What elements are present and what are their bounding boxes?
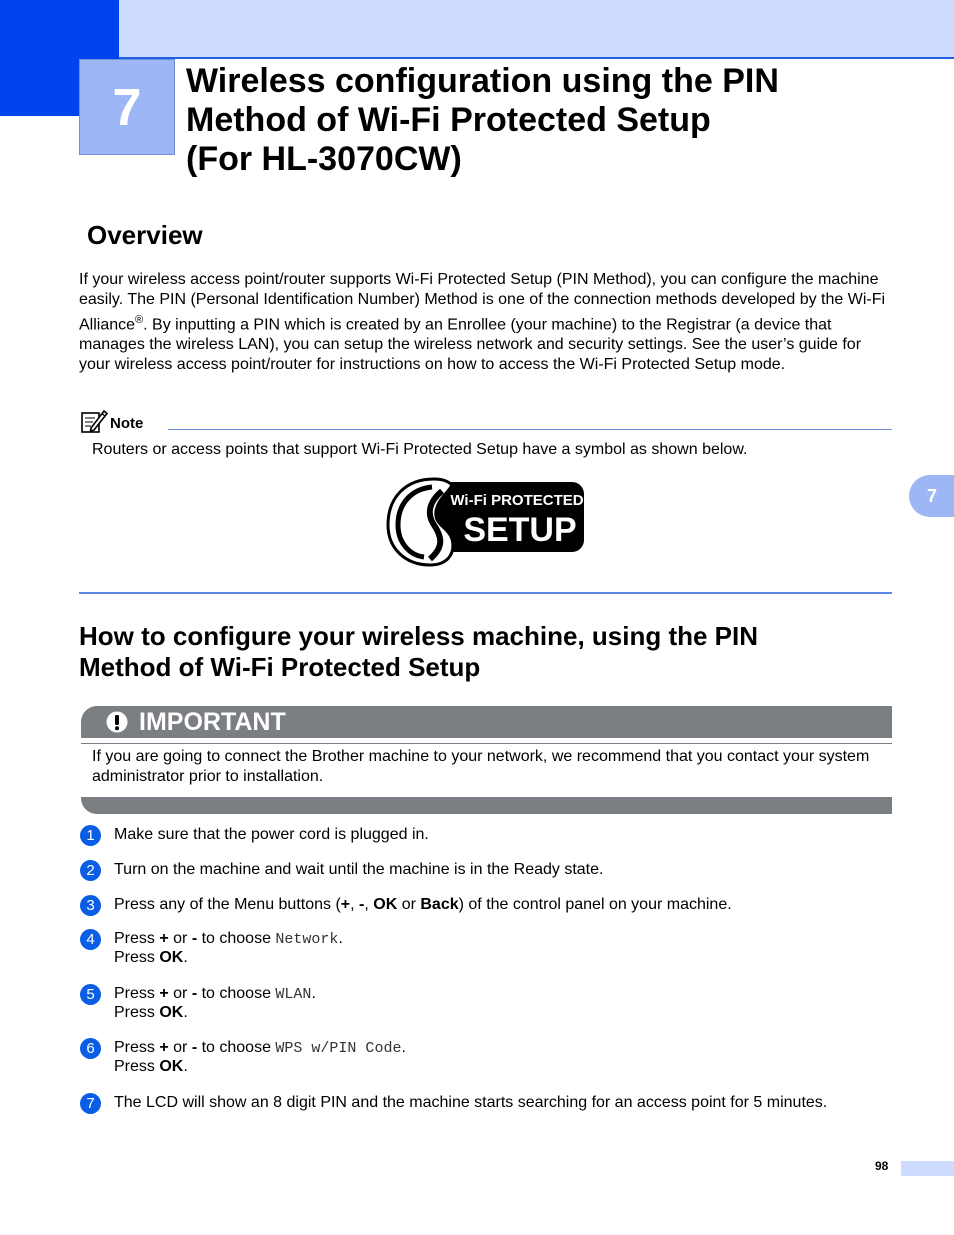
step-fragment: to choose (197, 985, 276, 1002)
lcd-menu-item: Network (275, 931, 339, 948)
ok-button-ref: OK (159, 949, 184, 966)
step-fragment: . (338, 930, 343, 947)
important-text: If you are going to connect the Brother machine to your network, we recommend that you contact your system administrator prior to installation. (92, 748, 870, 785)
step-fragment: Press (114, 930, 160, 947)
header-band (0, 0, 954, 58)
step-text (114, 985, 894, 1022)
step-fragment: or (397, 896, 421, 913)
ok-button-ref: OK (159, 1058, 184, 1075)
overview-heading: Overview (87, 220, 203, 250)
chapter-title-line: Wireless configuration using the PIN (186, 62, 779, 100)
minus-button-ref: - (191, 930, 198, 947)
step-fragment: Press (114, 985, 160, 1002)
overview-text: If your wireless access point/router supports Wi-Fi Protected Setup (PIN Method), you can configure the machine easily. The PIN (Personal Identification Number) Method is one of the connection methods developed by the Wi-Fi Alliance (79, 271, 886, 334)
section-rule (79, 592, 892, 594)
logo-line1: Wi-Fi PROTECTED (450, 492, 584, 509)
step-fragment: , (364, 896, 374, 913)
step-fragment: or (168, 985, 192, 1002)
important-label: IMPORTANT (139, 708, 286, 736)
step-fragment: to choose (197, 930, 276, 947)
step-text: Make sure that the power cord is plugged in. (114, 826, 429, 843)
header-rule (119, 57, 954, 59)
step-text: The LCD will show an 8 digit PIN and the machine starts searching for an access point for 5 minutes. (114, 1094, 828, 1111)
note-text: Routers or access points that support Wi-Fi Protected Setup have a symbol as shown below. (92, 441, 748, 458)
lcd-menu-item: WLAN (275, 986, 312, 1003)
plus-button-ref: + (159, 985, 169, 1002)
step-fragment: or (168, 930, 192, 947)
plus-button-ref: + (159, 930, 169, 947)
chapter-title-line: Method of Wi-Fi Protected Setup (186, 101, 711, 139)
wifi-protected-setup-logo (386, 475, 586, 567)
overview-text: . By inputting a PIN which is created by an Enrollee (your machine) to the Registrar (a device that manages the wireless LAN), you can setup the wireless network and security settings. See the user’s guide for your wireless access point/router for instructions on how to access the Wi-Fi Protected Setup mode. (79, 316, 862, 374)
step-number: 2 (80, 860, 101, 881)
overview-paragraph (79, 270, 894, 375)
step-number: 5 (80, 984, 101, 1005)
step-fragment: . (311, 985, 316, 1002)
step-fragment: . (183, 949, 188, 966)
step-fragment: ) of the control panel on your machine. (458, 896, 732, 913)
chapter-title (186, 62, 886, 179)
step-line (114, 949, 894, 967)
ok-button-ref: OK (159, 1004, 184, 1021)
step-fragment: Press (114, 1004, 160, 1021)
step-text (114, 1039, 894, 1076)
step-fragment: Press (114, 1039, 160, 1056)
step-fragment: Press any of the Menu buttons ( (114, 896, 341, 913)
howto-heading-line: Method of Wi-Fi Protected Setup (79, 652, 481, 682)
note-pencil-icon (80, 408, 108, 434)
note-rule (168, 429, 892, 430)
lcd-menu-item: WPS w/PIN Code (275, 1040, 402, 1057)
step-number: 1 (80, 825, 101, 846)
important-bar (81, 706, 892, 738)
important-rule (81, 743, 892, 744)
step-number: 4 (80, 929, 101, 950)
step-line (114, 1058, 894, 1076)
chapter-number-box: 7 (79, 59, 175, 155)
step-text (114, 896, 894, 914)
chapter-title-line: (For HL-3070CW) (186, 140, 462, 178)
step-text: Turn on the machine and wait until the machine is in the Ready state. (114, 861, 604, 878)
footer-band (901, 1161, 954, 1176)
ok-button-ref: OK (373, 896, 398, 913)
step-fragment: . (183, 1004, 188, 1021)
minus-button-ref: - (191, 985, 198, 1002)
step-line (114, 1004, 894, 1022)
chapter-side-tab: 7 (909, 475, 954, 517)
important-bottom-bar (81, 797, 892, 814)
registered-mark: ® (135, 314, 144, 326)
plus-button-ref: + (340, 896, 351, 913)
step-fragment: or (168, 1039, 192, 1056)
step-text (114, 930, 894, 967)
step-line (114, 985, 894, 1004)
step-number: 7 (80, 1093, 101, 1114)
logo-line2: SETUP (463, 511, 577, 549)
note-header (80, 408, 892, 436)
plus-button-ref: + (159, 1039, 169, 1056)
minus-button-ref: - (191, 1039, 198, 1056)
step-fragment: . (183, 1058, 188, 1075)
step-line (114, 1039, 894, 1058)
back-button-ref: Back (420, 896, 459, 913)
step-fragment: Press (114, 949, 160, 966)
step-fragment: to choose (197, 1039, 276, 1056)
step-number: 6 (80, 1038, 101, 1059)
step-fragment: . (401, 1039, 406, 1056)
step-line (114, 930, 894, 949)
step-fragment: Press (114, 1058, 160, 1075)
minus-button-ref: - (359, 896, 365, 913)
howto-heading-line: How to configure your wireless machine, using the PIN (79, 621, 759, 651)
exclamation-icon (106, 711, 128, 733)
step-number: 3 (80, 895, 101, 916)
step-fragment: , (350, 896, 360, 913)
howto-heading (79, 621, 879, 683)
note-label: Note (110, 415, 144, 432)
page-number: 98 (875, 1159, 889, 1173)
